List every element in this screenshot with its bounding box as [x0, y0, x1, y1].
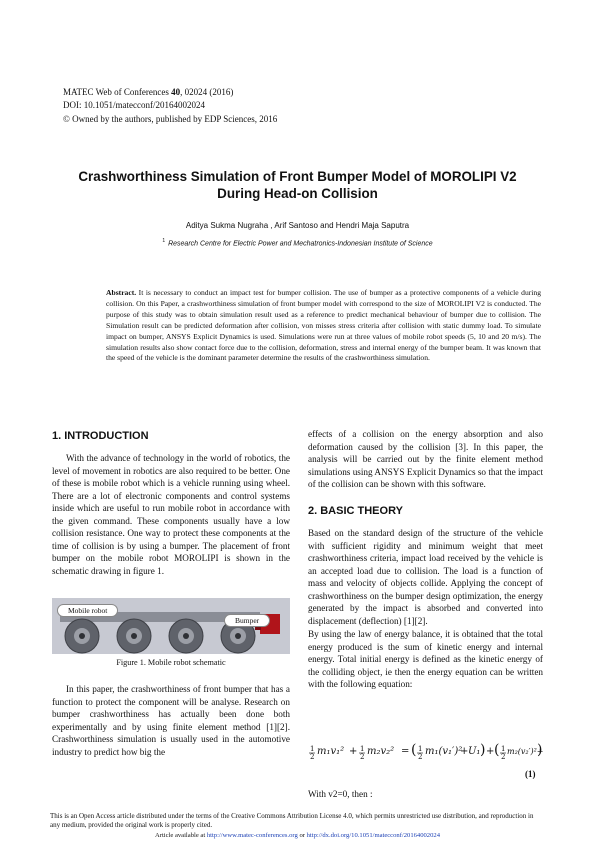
- figure-caption: Figure 1. Mobile robot schematic: [116, 658, 226, 667]
- matec-link[interactable]: http://www.matec-conferences.org: [206, 832, 298, 839]
- intro-paragraph-1: With the advance of technology in the world of robotics, the level of movement in robotics are also required to be better. One of these is mobile robot which is a vehicle running using wheel. There are a lot of electronic components and control systems inside which are useful to run mobile robot in accordance with the given command. These components usually have a low collision resistance. One way to protect these components at the time of collision is by using a bumper. The placement of front bumper on the mobile robot MOROLIPI is shown in the schematic drawing in figure 1.: [52, 453, 290, 576]
- svg-text:2: 2: [310, 753, 315, 760]
- svg-text:m₂v₂²: m₂v₂²: [367, 746, 395, 757]
- figure-label-bumper: Bumper: [224, 614, 270, 627]
- article-number: , 02024 (2016): [180, 87, 234, 97]
- doi-link[interactable]: http://dx.doi.org/10.1051/matecconf/20164002024: [306, 832, 440, 839]
- svg-text:): ): [537, 742, 543, 758]
- equation-graphic: [308, 736, 543, 760]
- svg-text:U₁: U₁: [468, 746, 481, 757]
- svg-text:1: 1: [501, 745, 506, 753]
- authors: Aditya Sukma Nugraha , Arif Santoso and Hendri Maja Saputra: [185, 221, 410, 230]
- journal-name: MATEC Web of Conferences: [63, 87, 169, 97]
- after-equation-text: With v2=0, then :: [308, 789, 373, 799]
- figure-label-robot: Mobile robot: [57, 604, 118, 617]
- svg-text:+: +: [460, 746, 469, 757]
- license-footer: This is an Open Access article distributed under the terms of the Creative Commons Attribution License 4.0, which permits unrestricted use distribution, and reproduction in any medium, provided the original work is properly cited.: [50, 812, 534, 829]
- theory-paragraph-2: By using the law of energy balance, it is obtained that the total energy produced is the sum of kinetic energy and internal energy. Total initial energy is defined as the kinetic energy of the colliding object, ie then the energy equation can be written with the following equation:: [308, 629, 543, 690]
- affiliation-mark: 1: [162, 238, 166, 244]
- affiliation-text: Research Centre for Electric Power and Mechatronics-Indonesian Institute of Science: [168, 240, 433, 248]
- svg-text:2: 2: [360, 753, 365, 760]
- equation-1: [308, 736, 543, 760]
- section-1-heading: 1. INTRODUCTION: [52, 430, 149, 442]
- svg-text:m₂(v₂′)²+U₂: m₂(v₂′)²+: [507, 747, 543, 756]
- journal-volume: 40: [171, 87, 181, 97]
- right-paragraph-1: effects of a collision on the energy absorption and also deformation caused by the collision [3]. In this paper, the analysis will be carried out by the finite element method simulations using ANSYS Explicit Dynamics so that the impact of the collision can be shown with this software.: [308, 429, 543, 490]
- copyright-line: © Owned by the authors, published by EDP Sciences, 2016: [63, 113, 278, 124]
- abstract-text: It is necessary to conduct an impact test for bumper collision. The use of bumper as a protective components of a vehicle during collision. On this Paper, a crashworthiness simulation of front bumper model with correspond to the size of MOROLIPI V2 is conducted. The purpose of this study was to obtain simulation result used as a reference to predict mechanical behaviour of bumper due to collision. The Simulation result can be predicted deformation after collision, von misses stress criteria after collision with static dummy load. To simulate impact on bumper, ANSYS Explicit Dynamics is used. Simulations were run at three values of mobile robot speeds (5, 10 and 20 m/s). The simulation results also show contact force due to the collision, deformation, stress and internal energy of the bumper beam. It was known that the speed of the vehicle is the dominant parameter determine the results of the crashworthiness simulation.: [106, 288, 541, 363]
- availability-footer: [50, 832, 545, 839]
- svg-text:=: =: [401, 746, 410, 757]
- abstract: [106, 288, 541, 364]
- title-line-1: Crashworthiness Simulation of Front Bumper Model of MOROLIPI V2: [78, 169, 517, 184]
- svg-text:m₁v₁²: m₁v₁²: [317, 746, 345, 757]
- svg-text:m₁(v₁′)²: m₁(v₁′)²: [425, 746, 463, 757]
- paper-title: [60, 169, 535, 202]
- theory-paragraph-1: Based on the standard design of the structure of the vehicle with sufficient rigidity and minimum weight that meet crashworthiness criteria, impact load received by the vehicle is an accepted load due to collision. The load is a function of mass and velocity of objects collide. Applying the concept of crashworthiness on the bumper design optimization, the energy generated by the impact is absorbed and converted into displacement (deflection) [1][2].: [308, 528, 543, 626]
- svg-text:): ): [480, 742, 486, 758]
- abstract-label: Abstract.: [106, 288, 137, 297]
- svg-text:1: 1: [418, 745, 423, 753]
- section-2-heading: 2. BASIC THEORY: [308, 505, 403, 517]
- svg-text:(: (: [494, 742, 500, 758]
- availability-or: or: [297, 832, 307, 839]
- availability-text: Article available at: [155, 832, 207, 839]
- svg-text:(: (: [411, 742, 417, 758]
- svg-text:+: +: [349, 746, 358, 757]
- svg-text:1: 1: [310, 745, 315, 753]
- title-line-2: During Head-on Collision: [217, 185, 378, 201]
- svg-text:2: 2: [501, 753, 506, 760]
- svg-text:2: 2: [418, 753, 423, 760]
- running-header: [63, 86, 277, 126]
- svg-text:1: 1: [360, 745, 365, 753]
- svg-text:+: +: [486, 746, 495, 757]
- doi-line: DOI: 10.1051/matecconf/20164002024: [63, 100, 205, 111]
- affiliation: [60, 238, 535, 247]
- equation-number: (1): [525, 769, 536, 779]
- intro-paragraph-2: In this paper, the crashworthiness of front bumper that has a function to protect the component will be analyse. Research on bumper crashworthiness has actually been done both experimentally and by using finite element method [1][2]. Crashworthiness simulation is usually used in the automotive industry to predict how big the: [52, 684, 290, 757]
